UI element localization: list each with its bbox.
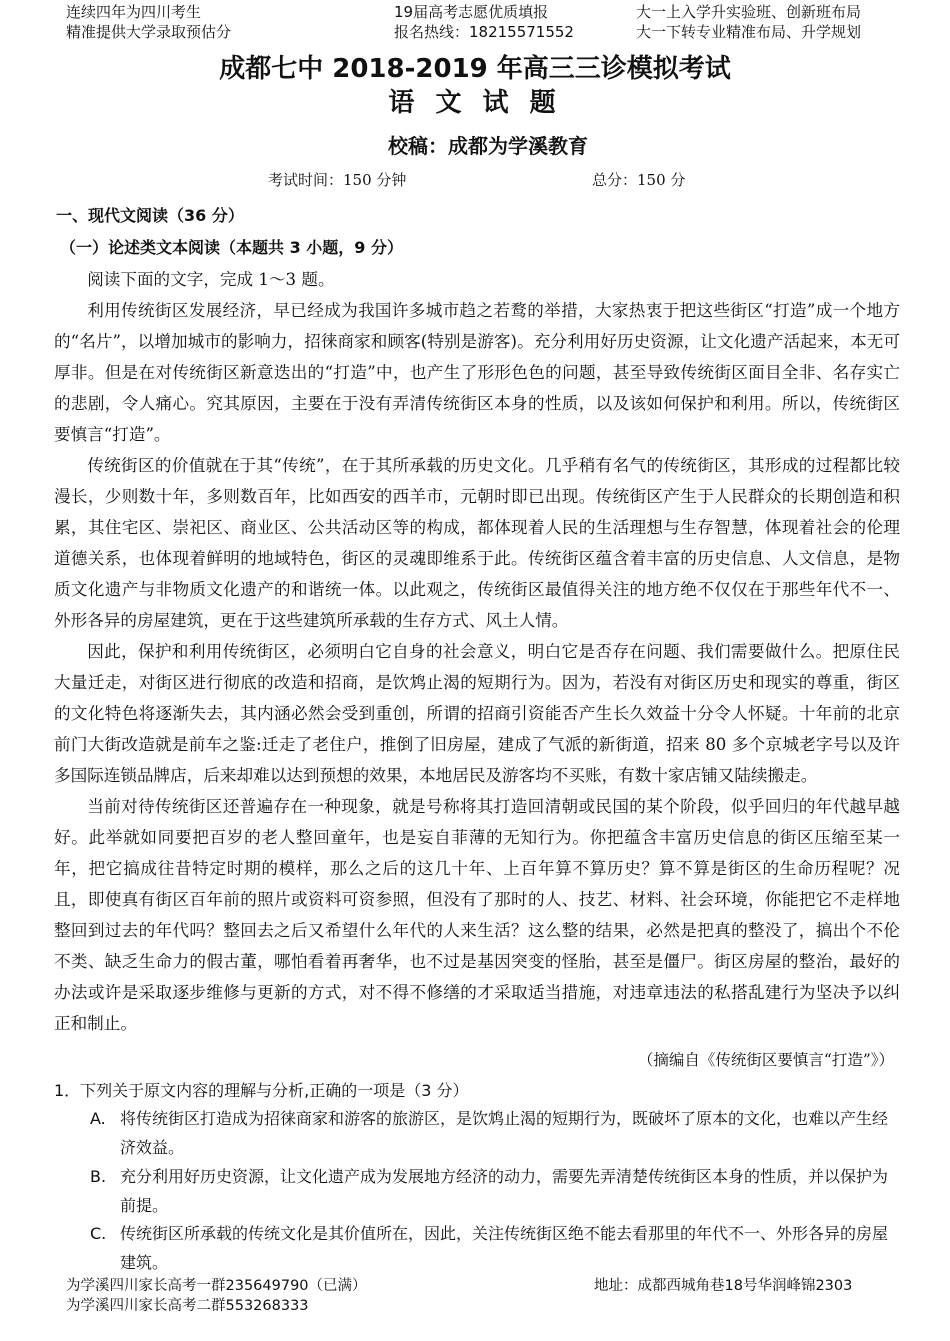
proofreader-line: 校稿：成都为学溪教育 xyxy=(388,134,588,158)
passage-paragraph: 传统街区的价值就在于其“传统”，在于其所承载的历史文化。几乎稍有名气的传统街区，其形成的过程都比较漫长，少则数十年，多则数百年，比如西安的西羊市，元朝时即已出现。传统街区产生于人民群众的长期创造和积累，其住宅区、崇祀区、商业区、公共活动区等的构成，都体现着人民的生活理想与生存智慧，体现着社会的伦理道德关系，也体现着鲜明的地域特色，街区的灵魂即维系于此。传统街区蕴含着丰富的历史信息、人文信息，是物质文化遗产与非物质文化遗产的和谐统一体。以此观之，传统街区最值得关注的地方绝不仅仅在于那些年代不一、外形各异的房屋建筑，更在于这些建筑所承载的生存方式、风土人情。 xyxy=(54,456,900,630)
header-left-line: 精准提供大学录取预估分 xyxy=(66,23,232,41)
reading-passage xyxy=(54,264,900,1039)
exam-subject-title: 语 文 试 题 xyxy=(388,88,562,118)
answer-option-a[interactable] xyxy=(90,1104,900,1162)
footer-groups xyxy=(66,1276,367,1316)
passage-paragraph: 利用传统街区发展经济，早已经成为我国许多城市趋之若鹜的举措，大家热衷于把这些街区“打造”成一个地方的“名片”，以增加城市的影响力，招徕商家和顾客(特别是游客)。充分利用好历史资源，让文化遗产活起来，本无可厚非。但是在对传统街区新意迭出的“打造”中，也产生了形形色色的问题，甚至导致传统街区面目全非、名存实亡的悲剧，令人痛心。究其原因，主要在于没有弄清传统街区本身的性质，以及该如何保护和利用。所以，传统街区要慎言“打造”。 xyxy=(54,301,900,444)
header-right-block xyxy=(636,2,861,42)
option-label: B. xyxy=(90,1167,107,1186)
option-label: A. xyxy=(90,1109,106,1128)
option-text: 充分利用好历史资源，让文化遗产成为发展地方经济的动力，需要先弄清楚传统街区本身的性质，并以保护为前提。 xyxy=(120,1167,889,1215)
subsection-heading: （一）论述类文本阅读（本题共 3 小题，9 分） xyxy=(60,238,403,257)
passage-paragraph: 因此，保护和利用传统街区，必须明白它自身的社会意义，明白它是否存在问题、我们需要做什么。把原住民大量迁走，对街区进行彻底的改造和招商，是饮鸩止渴的短期行为。因为，若没有对街区历史和现实的尊重，街区的文化特色将逐渐失去，其内涵必然会受到重创，所谓的招商引资能否产生长久效益十分令人怀疑。十年前的北京前门大街改造就是前车之鉴:迁走了老住户，推倒了旧房屋，建成了气派的新街道，招来 80 多个京城老字号以及许多国际连锁品牌店，后来却难以达到预想的效果，本地居民及游客均不买账，有数十家店铺又陆续搬走。 xyxy=(54,642,900,785)
header-right-line: 大一上入学升实验班、创新班布局 xyxy=(636,3,862,21)
question-stem: 1．下列关于原文内容的理解与分析,正确的一项是（3 分） xyxy=(54,1081,469,1100)
passage-paragraph: 当前对待传统街区还普遍存在一种现象，就是号称将其打造回清朝或民国的某个阶段，似乎回归的年代越早越好。此举就如同要把百岁的老人整回童年，也是妄自菲薄的无知行为。你把蕴含丰富历史信息的街区压缩至某一年，把它搞成往昔特定时期的模样，那么之后的这几十年、上百年算不算历史？算不算是街区的生命历程呢？况且，即使真有街区百年前的照片或资料可资参照，但没有了那时的人、技艺、材料、社会环境，你能把它不走样地整回到过去的年代吗？整回去之后又希望什么年代的人来生活？这么整的结果，必然是把真的整没了，搞出个不伦不类、缺乏生命力的假古董，哪怕看着再奢华，也不过是基因突变的怪胎，甚至是僵尸。街区房屋的整治，最好的办法或许是采取逐步维修与更新的方式，对不得不修缮的才采取适当措施，对违章违法的私搭乱建行为坚决予以纠正和制止。 xyxy=(54,797,900,1033)
footer-address: 地址：成都西城角巷18号华润峰锦2303 xyxy=(594,1278,853,1294)
header-left-block xyxy=(66,2,231,42)
answer-option-c[interactable] xyxy=(90,1219,900,1277)
header-middle-block xyxy=(394,2,574,42)
header-middle-line: 19届高考志愿优质填报 xyxy=(394,3,549,21)
footer-group-line: 为学溪四川家长高考二群553268333 xyxy=(66,1298,309,1314)
option-text: 传统街区所承载的传统文化是其价值所在，因此，关注传统街区绝不能去看那里的年代不一、外形各异的房屋建筑。 xyxy=(120,1224,889,1272)
option-text: 将传统街区打造成为招徕商家和游客的旅游区，是饮鸩止渴的短期行为，既破坏了原本的文化，也难以产生经济效益。 xyxy=(120,1109,889,1157)
exam-time: 考试时间：150 分钟 xyxy=(268,171,407,189)
section-heading: 一、现代文阅读（36 分） xyxy=(56,206,244,225)
exam-title: 成都七中 2018-2019 年高三三诊模拟考试 xyxy=(219,54,731,84)
header-left-line: 连续四年为四川考生 xyxy=(66,3,202,21)
option-label: C. xyxy=(90,1224,107,1243)
header-middle-line: 报名热线：18215571552 xyxy=(394,23,574,41)
footer-group-line: 为学溪四川家长高考一群235649790（已满） xyxy=(66,1278,367,1294)
exam-total-score: 总分：150 分 xyxy=(592,171,686,189)
passage-instruction: 阅读下面的文字，完成 1～3 题。 xyxy=(87,270,335,289)
answer-option-b[interactable] xyxy=(90,1162,900,1220)
header-right-line: 大一下转专业精准布局、升学规划 xyxy=(636,23,862,41)
passage-source: （摘编自《传统街区要慎言“打造”》） xyxy=(637,1051,894,1069)
